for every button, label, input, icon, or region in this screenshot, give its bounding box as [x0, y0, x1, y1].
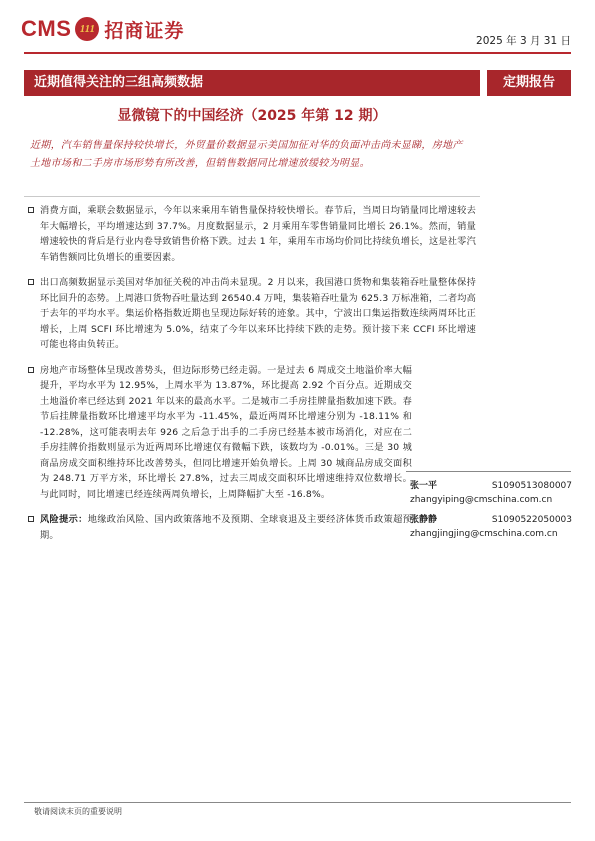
bullet-item-real-estate [28, 363, 412, 503]
analyst-divider [406, 471, 571, 472]
bullet-item-risk [28, 512, 412, 543]
bullet-item-consumption [28, 203, 476, 265]
logo-text-en: CMS [21, 16, 72, 41]
logo-badge-icon: 111 [75, 17, 99, 41]
checkbox-bullet-icon [28, 279, 34, 285]
bullet-text: 消费方面，乘联会数据显示，今年以来乘用车销售量保持较快增长。春节后，当周日均销量同比增速较去年大幅增长，平均增速达到 37.7%。月度数据显示，2 月乘用车零售销量同比增长 26.1%。然而，销量增速较快的背后是行业内卷导致销售价格下跌。过去 1 年，乘用车市场均价同比持续负增长，这是社零汽车销售额同比负增长的重要因素。 [40, 205, 476, 263]
risk-lead: 风险提示： [40, 514, 88, 525]
report-date: 2025 年 3 月 31 日 [476, 35, 571, 47]
summary-paragraph: 近期，汽车销售量保持较快增长，外贸量价数据显示美国加征对华的负面冲击尚未显睇，房地产土地市场和二手房市场形势有所改善，但销售数据同比增速放缓较为明显。 [30, 140, 463, 169]
report-title: 近期值得关注的三组高频数据 [24, 70, 480, 96]
analyst-card [410, 513, 572, 541]
checkbox-bullet-icon [28, 207, 34, 213]
bullet-text: 房地产市场整体呈现改善势头，但边际形势已经走弱。一是过去 6 周成交土地溢价率大幅提升，平均水平为 12.95%，上周水平为 13.87%，环比提高 2.92 个百分点。近期成交土地溢价率已经达到 2021 年以来的最高水平。二是城市二手房挂牌量指数加速下跌。春节后挂牌量指数环比增速平均水平为 -11.45%，最近两周环比增速分别为 -18.11% 和 -12.28%，这可能表明去年 926 之后急于出手的二手房已经基本被市场消化，对应在二手房挂牌价指数则显示为近两周环比增速仅有微幅下跌，该数均为 -0.01%。三是 30 城商品房成交面积维持环比改善势头，但同比增速开始负增长。上周 30 城商品房成交面积为 248.71 万平方米，环比增长 27.8%，过去三周成交面积环比增速维持双位数增长。与此同时，同比增速已经连续两周负增长，上周降幅扩大至 -16.8%。 [40, 364, 412, 500]
logo-text-cn: 招商证券 [104, 19, 185, 42]
checkbox-bullet-icon [28, 367, 34, 373]
bullet-list [28, 203, 476, 553]
footer-disclaimer: 敬请阅读末页的重要说明 [34, 807, 122, 816]
analyst-email[interactable]: zhangyiping@cmschina.com.cn [410, 495, 553, 505]
checkbox-bullet-icon [28, 516, 34, 522]
bullet-text: 出口高频数据显示美国对华加征关税的冲击尚未显现。2 月以来，我国港口货物和集装箱吞吐量整体保持环比回升的态势。上周港口货物吞吐量达到 26540.4 万吨，集装箱吞吐量为 625.3 万标准箱，二者均高于去年的平均水平。集运价格指数近期也呈现边际好转的迹象。其中，宁波出口集运指数连续两周环比正增长，上周 SCFI 环比增速为 5.0%，结束了今年以来环比持续下跌的走势。预计接下来 CCFI 环比增速可能也将由负转正。 [40, 277, 476, 350]
summary-divider [24, 196, 480, 197]
report-subtitle: 显微镜下的中国经济（2025 年第 12 期） [117, 108, 387, 124]
footer-divider [24, 802, 571, 803]
analyst-name: 张一平 [410, 481, 438, 491]
analyst-email[interactable]: zhangjingjing@cmschina.com.cn [410, 529, 558, 539]
report-category: 定期报告 [487, 70, 571, 96]
analyst-card [410, 479, 572, 507]
analyst-name: 张静静 [410, 515, 438, 525]
analyst-license-id: S1090513080007 [491, 481, 572, 491]
bullet-item-export [28, 275, 476, 353]
bullet-text: 地缘政治风险、国内政策落地不及预期、全球衰退及主要经济体货币政策超预期。 [40, 514, 412, 541]
header-divider [24, 52, 571, 54]
company-logo [21, 14, 184, 44]
analyst-license-id: S1090522050003 [491, 515, 572, 525]
